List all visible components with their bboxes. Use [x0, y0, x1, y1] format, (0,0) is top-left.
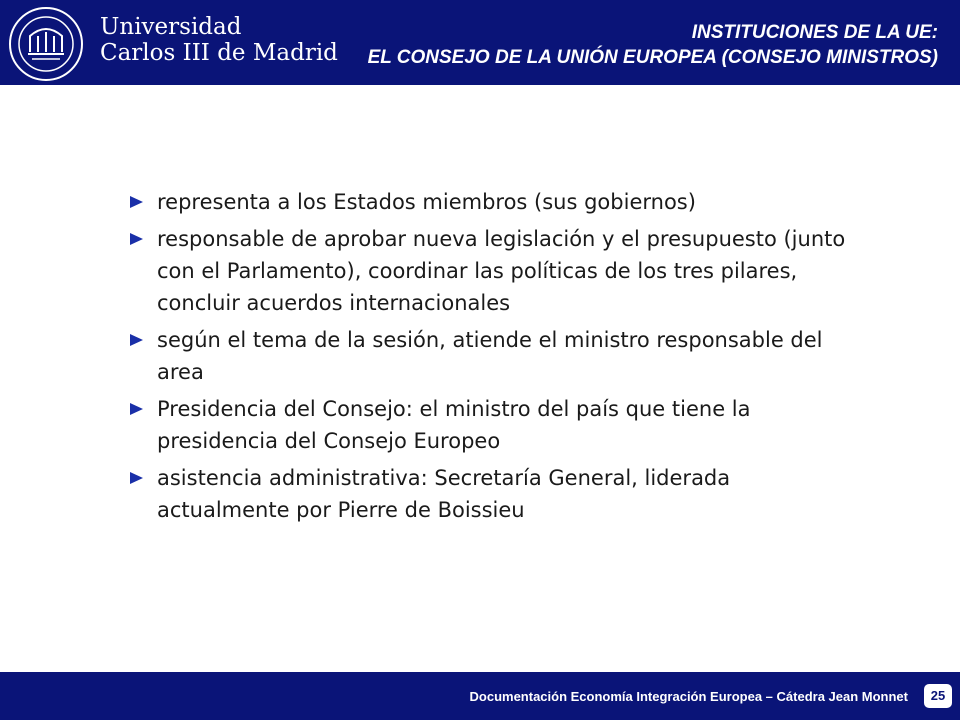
slide-title-line1: INSTITUCIONES DE LA UE: [691, 22, 938, 43]
triangle-right-icon [130, 196, 143, 208]
footer-text: Documentación Economía Integración Europea – Cátedra Jean Monnet [469, 689, 908, 704]
page-number: 25 [924, 684, 952, 708]
university-name-line2: Carlos III de Madrid [100, 40, 338, 66]
bullet-item [130, 223, 850, 319]
bullet-text: representa a los Estados miembros (sus gobiernos) [157, 190, 696, 214]
bullet-item [130, 462, 850, 526]
slide-content [130, 186, 850, 531]
triangle-right-icon [130, 334, 143, 346]
bullet-text: según el tema de la sesión, atiende el ministro responsable del area [157, 328, 823, 384]
slide-title-line2: EL CONSEJO DE LA UNIÓN EUROPEA (CONSEJO MINISTROS) [367, 47, 938, 68]
bullet-text: asistencia administrativa: Secretaría General, liderada actualmente por Pierre de Boissieu [157, 466, 731, 522]
bullet-text: Presidencia del Consejo: el ministro del país que tiene la presidencia del Consejo Europeo [157, 397, 751, 453]
header-bar [0, 0, 960, 85]
bullet-list [130, 186, 850, 526]
bullet-item [130, 393, 850, 457]
bullet-text: responsable de aprobar nueva legislación y el presupuesto (junto con el Parlamento), coordinar las políticas de los tres pilares, concluir acuerdos internacionales [157, 227, 846, 315]
university-name-line1: Universidad [100, 14, 242, 40]
triangle-right-icon [130, 472, 143, 484]
bullet-item [130, 186, 850, 218]
triangle-right-icon [130, 233, 143, 245]
footer-bar [0, 672, 960, 720]
university-name [100, 14, 338, 66]
triangle-right-icon [130, 403, 143, 415]
bullet-item [130, 324, 850, 388]
university-seal-icon [8, 6, 84, 82]
slide-title [368, 20, 938, 70]
